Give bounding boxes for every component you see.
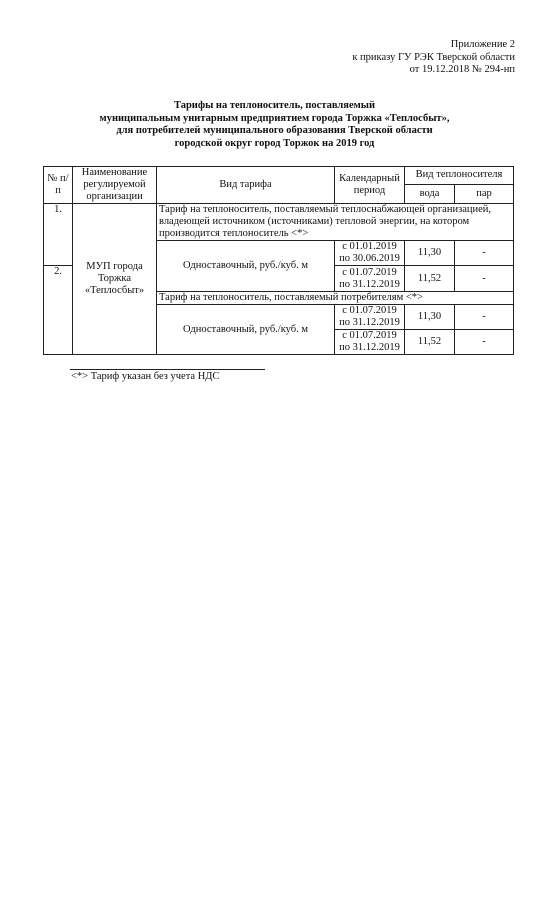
section-2-period-2: с 01.07.2019 по 31.12.2019 bbox=[335, 330, 405, 355]
section-1-steam-1: - bbox=[455, 241, 514, 266]
section-1-tariff: Одноставочный, руб./куб. м bbox=[157, 241, 335, 292]
organization-name: МУП города Торжка «Теплосбыт» bbox=[73, 204, 157, 355]
section-2-steam-1: - bbox=[455, 305, 514, 330]
footnote: <*> Тариф указан без учета НДС bbox=[71, 371, 220, 382]
section-1-caption: Тариф на теплоноситель, поставляемый теплоснабжающей организацией, владеющей источником (источниками) тепловой энергии, на котором производится теплоноситель <*> bbox=[157, 204, 514, 241]
header-number: № п/п bbox=[44, 167, 73, 204]
document-title bbox=[0, 100, 549, 150]
appendix-line-1: Приложение 2 bbox=[450, 39, 515, 50]
section-2-caption: Тариф на теплоноситель, поставляемый потребителям <*> bbox=[157, 292, 514, 305]
section-2-water-2: 11,52 bbox=[405, 330, 455, 355]
title-line-3: для потребителей муниципального образования Тверской области bbox=[116, 125, 433, 136]
row-number-2: 2. bbox=[44, 266, 73, 355]
title-line-1: Тарифы на теплоноситель, поставляемый bbox=[173, 100, 376, 111]
title-line-4: городской округ город Торжок на 2019 год bbox=[174, 137, 375, 149]
section-2-water-1: 11,30 bbox=[405, 305, 455, 330]
header-organization: Наименование регулируемой организации bbox=[73, 167, 157, 204]
title-line-2: муниципальным унитарным предприятием города Торжка «Теплосбыт», bbox=[99, 112, 450, 124]
section-2-tariff: Одноставочный, руб./куб. м bbox=[157, 305, 335, 355]
appendix-line-2: к приказу ГУ РЭК Тверской области bbox=[352, 51, 515, 63]
tariff-table bbox=[43, 166, 514, 355]
header-tariff-type: Вид тарифа bbox=[157, 167, 335, 204]
row-number-1: 1. bbox=[44, 204, 73, 266]
section-2-steam-2: - bbox=[455, 330, 514, 355]
section-1-steam-2: - bbox=[455, 266, 514, 292]
header-steam: пар bbox=[455, 184, 514, 203]
appendix-line-3: от 19.12.2018 № 294-нп bbox=[409, 64, 515, 75]
section-2-period-1: с 01.07.2019 по 31.12.2019 bbox=[335, 305, 405, 330]
header-period: Календарный период bbox=[335, 167, 405, 204]
section-1-water-2: 11,52 bbox=[405, 266, 455, 292]
section-1-water-1: 11,30 bbox=[405, 241, 455, 266]
header-carrier-type: Вид теплоносителя bbox=[405, 167, 514, 185]
footnote-divider bbox=[70, 369, 265, 370]
appendix-reference bbox=[352, 39, 515, 77]
section-1-period-2: с 01.07.2019 по 31.12.2019 bbox=[335, 266, 405, 292]
section-1-period-1: с 01.01.2019 по 30.06.2019 bbox=[335, 241, 405, 266]
header-water: вода bbox=[405, 184, 455, 203]
